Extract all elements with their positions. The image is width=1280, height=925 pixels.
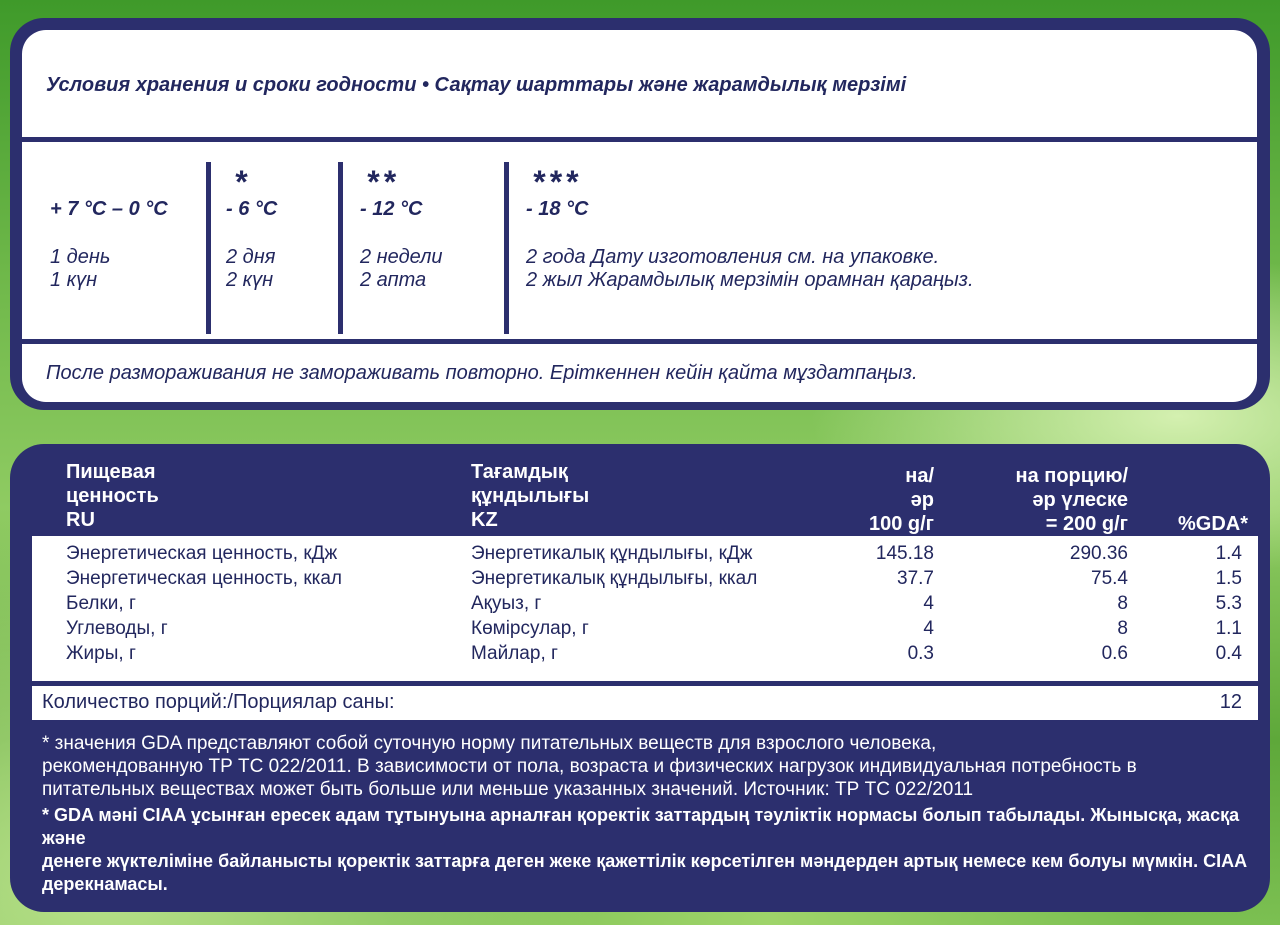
freezer-stars: *** xyxy=(532,164,582,200)
storage-temperature: - 6 °C xyxy=(226,198,278,220)
column-divider xyxy=(206,162,211,334)
storage-duration xyxy=(526,246,974,292)
footnote-line: * значения GDA представляют собой суточную норму питательных веществ для взрослого человека, xyxy=(42,733,937,754)
footnote-line: денеге жүктеліміне байланысты қоректік заттарға деген жеке қажеттілік көрсетілген мәндерден артық немесе кем болуы мүмкін. CIAA xyxy=(42,851,1248,871)
cell-kz: Энергетикалық құндылығы, кДж xyxy=(471,543,753,564)
cell-ru: Белки, г xyxy=(66,593,136,614)
cell-gda: 1.1 xyxy=(1215,618,1242,639)
duration-kz: 1 күн xyxy=(50,269,98,291)
header-per-portion-line: на порцию/ xyxy=(1015,465,1128,487)
nutrition-table xyxy=(32,536,1258,681)
duration-kz: 2 күн xyxy=(226,269,274,291)
storage-footer-note: После размораживания не замораживать повторно. Еріткеннен кейін қайта мұздатпаңыз. xyxy=(46,362,918,384)
cell-per-100g: 4 xyxy=(923,618,934,639)
table-row xyxy=(32,566,1258,591)
cell-gda: 0.4 xyxy=(1215,643,1242,664)
header-kz-line: құндылығы xyxy=(471,485,590,507)
duration-ru: 2 дня xyxy=(226,246,276,268)
footnote-ru xyxy=(42,732,1252,801)
freezer-stars: * xyxy=(234,164,251,200)
servings-row xyxy=(32,686,1258,720)
header-kz-line: Тағамдық xyxy=(471,461,568,483)
freezer-stars: ** xyxy=(366,164,399,200)
footnote-kz xyxy=(42,804,1252,896)
header-per-portion xyxy=(1016,464,1129,536)
cell-per-100g: 37.7 xyxy=(897,568,934,589)
header-ru-line: RU xyxy=(66,509,95,531)
footnote-line: дерекнамасы. xyxy=(42,874,168,894)
duration-ru: 1 день xyxy=(50,246,111,268)
column-divider xyxy=(338,162,343,334)
cell-gda: 5.3 xyxy=(1215,593,1242,614)
table-row xyxy=(32,591,1258,616)
header-ru-line: Пищевая xyxy=(66,461,156,483)
storage-panel xyxy=(10,18,1270,410)
storage-title: Условия хранения и сроки годности • Сақтау шарттары және жарамдылық мерзімі xyxy=(46,74,907,96)
cell-kz: Көмірсулар, г xyxy=(471,618,589,639)
column-divider xyxy=(504,162,509,334)
header-per-100g-line: 100 g/г xyxy=(868,513,934,535)
servings-value: 12 xyxy=(1219,691,1242,713)
footnote-line: * GDA мәні CIAA ұсынған ересек адам тұтынуына арналған қоректік заттардың тәуліктік нормасы болып табылады. Жынысқа, жасқа және xyxy=(42,805,1240,848)
storage-duration xyxy=(226,246,275,292)
header-per-portion-line: = 200 g/г xyxy=(1045,513,1128,535)
cell-gda: 1.5 xyxy=(1215,568,1242,589)
header-per-100g xyxy=(869,464,934,536)
footnote-line: питательных веществах может быть больше или меньше указанных значений. Источник: ТР ТС 022/2011 xyxy=(42,779,974,800)
storage-temperature: - 12 °C xyxy=(360,198,423,220)
duration-kz: 2 апта xyxy=(360,269,427,291)
header-ru xyxy=(66,460,159,532)
cell-per-portion: 0.6 xyxy=(1101,643,1128,664)
cell-per-portion: 290.36 xyxy=(1069,543,1128,564)
storage-duration xyxy=(360,246,443,292)
header-ru-line: ценность xyxy=(66,485,159,507)
cell-per-portion: 8 xyxy=(1117,618,1128,639)
duration-ru: 2 года Дату изготовления см. на упаковке. xyxy=(526,246,940,268)
table-row xyxy=(32,541,1258,566)
divider xyxy=(22,137,1257,142)
cell-gda: 1.4 xyxy=(1215,543,1242,564)
cell-per-100g: 0.3 xyxy=(907,643,934,664)
header-per-100g-line: әр xyxy=(910,489,934,511)
storage-temperature: - 18 °C xyxy=(526,198,589,220)
footnote-line: рекомендованную ТР ТС 022/2011. В зависимости от пола, возраста и физических нагрузок индивидуальная потребность в xyxy=(42,756,1137,777)
header-gda: %GDA* xyxy=(1177,513,1248,535)
storage-duration xyxy=(50,246,110,292)
table-row xyxy=(32,641,1258,666)
duration-ru: 2 недели xyxy=(360,246,443,268)
header-per-portion-line: әр үлеске xyxy=(1032,489,1128,511)
storage-temperature: + 7 °C – 0 °C xyxy=(50,198,168,220)
header-kz xyxy=(471,460,589,532)
header-kz-line: KZ xyxy=(471,509,498,531)
cell-ru: Углеводы, г xyxy=(66,618,168,639)
cell-per-100g: 4 xyxy=(923,593,934,614)
cell-per-portion: 75.4 xyxy=(1091,568,1128,589)
cell-ru: Энергетическая ценность, ккал xyxy=(66,568,343,589)
table-row xyxy=(32,616,1258,641)
storage-panel-inner xyxy=(22,30,1257,402)
cell-kz: Майлар, г xyxy=(471,643,558,664)
cell-per-portion: 8 xyxy=(1117,593,1128,614)
servings-label: Количество порций:/Порциялар саны: xyxy=(42,691,395,713)
cell-kz: Энергетикалық құндылығы, ккал xyxy=(471,568,758,589)
duration-kz: 2 жыл Жарамдылық мерзімін орамнан қараңыз. xyxy=(526,269,974,291)
cell-ru: Энергетическая ценность, кДж xyxy=(66,543,338,564)
nutrition-panel xyxy=(10,444,1270,912)
cell-per-100g: 145.18 xyxy=(875,543,934,564)
divider xyxy=(22,339,1257,344)
cell-ru: Жиры, г xyxy=(66,643,136,664)
cell-kz: Ақуыз, г xyxy=(471,593,542,614)
header-per-100g-line: на/ xyxy=(905,465,934,487)
